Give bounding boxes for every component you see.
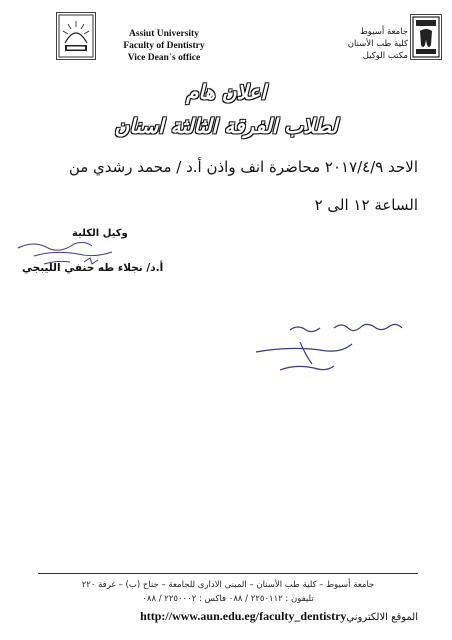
office-name-ar: مكتب الوكيل — [362, 51, 408, 61]
vice-dean-label: وكيل الكلية — [72, 228, 128, 239]
announcement-title: اعلان هام — [185, 80, 267, 104]
university-name-ar: جامعة أسيوط — [359, 27, 408, 37]
announcement-audience: لطلاب الفرقة الثالثة اسنان — [114, 114, 338, 138]
university-name-en: Assiut University — [129, 29, 199, 39]
office-name-en: Vice Dean`s office — [127, 53, 201, 63]
announcement-line-1: الاحد ٢٠١٧/٤/٩ محاضرة انف واذن أ.د / محمد رشدي من — [68, 158, 418, 176]
vice-dean-name: أ.د/ نجلاء طه حنفي الليبجي — [22, 262, 164, 274]
footer-phones: تليفون : ٢٢٥٠١١٢ / ٠٨٨ فاكس : ٢٢٥٠٠٠٢ / ٠٨٨ — [142, 594, 314, 604]
dentistry-emblem-icon — [411, 15, 441, 59]
website-link[interactable]: http://www.aun.edu.eg/faculty_dentistry — [140, 609, 347, 623]
faculty-name-ar: كلية طب الأسنان — [347, 39, 408, 49]
header-arabic — [318, 26, 408, 62]
assiut-university-logo — [56, 12, 96, 60]
header-english — [104, 28, 224, 64]
announcement-line-2: الساعة ١٢ الى ٢ — [314, 196, 418, 214]
faculty-name-en: Faculty of Dentistry — [123, 41, 205, 51]
website-label: الموقع الالكتروني — [346, 612, 418, 623]
footer-divider — [38, 573, 418, 574]
footer-website-row — [58, 609, 418, 624]
faculty-dentistry-logo — [410, 14, 442, 60]
university-emblem-icon — [57, 13, 95, 59]
handwritten-note — [250, 320, 420, 380]
footer-address: جامعة أسيوط – كلية طب الأسنان – المبنى الادارى للجامعة – جناح (ب) – غرفة ٢٢٠ — [81, 580, 375, 590]
